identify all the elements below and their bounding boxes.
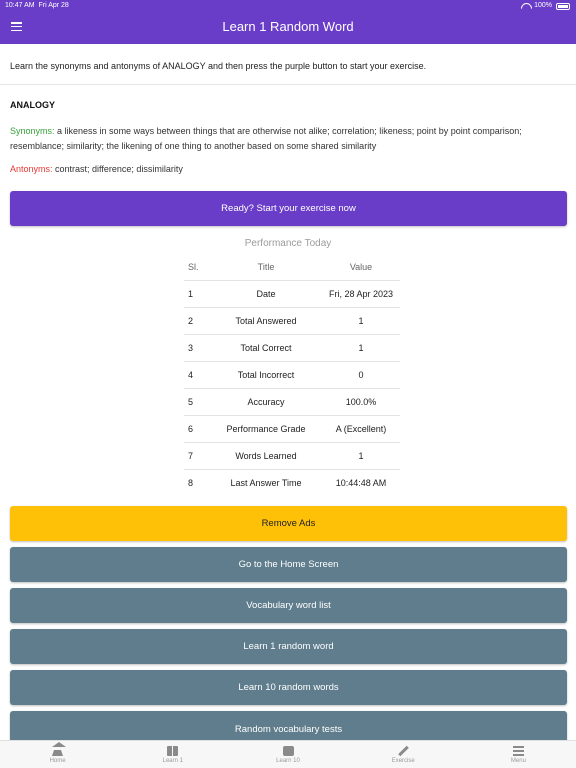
tab-learn-10[interactable] <box>230 741 345 768</box>
row-title: Words Learned <box>210 442 322 469</box>
row-sl: 2 <box>184 307 210 334</box>
word-heading: ANALOGY <box>10 100 55 110</box>
tab-home[interactable] <box>0 741 115 768</box>
table-row <box>184 280 400 307</box>
tab-learn-10-label: Learn 10 <box>276 757 300 764</box>
column-header-value: Value <box>349 261 373 272</box>
table-row <box>184 388 400 415</box>
antonyms-text <box>10 164 183 174</box>
row-title: Performance Grade <box>210 415 322 442</box>
column-header-title: Title <box>257 261 275 272</box>
app-header <box>0 0 576 44</box>
box-icon <box>283 746 294 756</box>
home-screen-button[interactable]: Go to the Home Screen <box>10 547 567 582</box>
page-title: Learn 1 Random Word <box>222 19 354 34</box>
row-value: 10:44:48 AM <box>322 469 400 496</box>
intro-text: Learn the synonyms and antonyms of ANALOGY and then press the purple button to start your exercise. <box>10 61 427 71</box>
table-header-row <box>184 254 400 280</box>
status-bar <box>0 0 576 12</box>
wifi-icon <box>521 3 530 10</box>
column-header-sl: Sl. <box>188 261 199 272</box>
performance-table <box>184 254 400 496</box>
bottom-tab-bar <box>0 740 576 768</box>
word-list-button[interactable]: Vocabulary word list <box>10 588 567 623</box>
row-value: 1 <box>322 307 400 334</box>
battery-icon <box>556 3 570 10</box>
status-time-date <box>5 0 69 12</box>
divider <box>0 84 576 85</box>
row-title: Total Incorrect <box>210 361 322 388</box>
antonyms-label: Antonyms: <box>10 164 53 174</box>
row-value: 1 <box>322 334 400 361</box>
row-sl: 6 <box>184 415 210 442</box>
row-title: Date <box>210 280 322 307</box>
row-sl: 1 <box>184 280 210 307</box>
tab-exercise[interactable] <box>346 741 461 768</box>
book-icon <box>167 746 178 756</box>
table-row <box>184 442 400 469</box>
row-sl: 5 <box>184 388 210 415</box>
status-time: 10:47 AM <box>5 2 35 9</box>
learn-10-words-button[interactable]: Learn 10 random words <box>10 670 567 705</box>
synonyms-text <box>10 124 530 154</box>
row-sl: 3 <box>184 334 210 361</box>
antonyms-value: contrast; difference; dissimilarity <box>52 164 183 174</box>
table-row <box>184 361 400 388</box>
status-right <box>521 0 570 12</box>
remove-ads-button[interactable]: Remove Ads <box>10 506 567 541</box>
row-title: Last Answer Time <box>210 469 322 496</box>
row-value: 0 <box>322 361 400 388</box>
tab-menu-label: Menu <box>510 757 526 764</box>
synonyms-value: a likeness in some ways between things that are otherwise not alike; correlation; likeness; point by point comparison; resemblance; similarity; the likening of one thing to another based on some shared similarity <box>10 126 522 151</box>
random-tests-button[interactable]: Random vocabulary tests <box>10 711 567 740</box>
menu-icon <box>513 746 524 756</box>
row-sl: 4 <box>184 361 210 388</box>
home-icon <box>52 746 63 756</box>
battery-percent: 100% <box>534 2 552 9</box>
table-row <box>184 415 400 442</box>
table-row <box>184 469 400 496</box>
row-sl: 7 <box>184 442 210 469</box>
row-value: Fri, 28 Apr 2023 <box>322 280 400 307</box>
tab-menu[interactable] <box>461 741 576 768</box>
row-title: Total Answered <box>210 307 322 334</box>
row-title: Accuracy <box>210 388 322 415</box>
row-title: Total Correct <box>210 334 322 361</box>
pencil-icon <box>398 746 409 756</box>
table-row <box>184 307 400 334</box>
tab-learn-1[interactable] <box>115 741 230 768</box>
learn-1-word-button[interactable]: Learn 1 random word <box>10 629 567 664</box>
row-value: A (Excellent) <box>322 415 400 442</box>
start-exercise-button[interactable]: Ready? Start your exercise now <box>10 191 567 226</box>
tab-home-label: Home <box>49 757 66 764</box>
synonyms-label: Synonyms: <box>10 126 55 136</box>
tab-learn-1-label: Learn 1 <box>162 757 183 764</box>
row-value: 1 <box>322 442 400 469</box>
row-sl: 8 <box>184 469 210 496</box>
table-row <box>184 334 400 361</box>
performance-title: Performance Today <box>244 238 332 249</box>
tab-exercise-label: Exercise <box>391 757 415 764</box>
status-date: Fri Apr 28 <box>38 2 69 9</box>
row-value: 100.0% <box>322 388 400 415</box>
